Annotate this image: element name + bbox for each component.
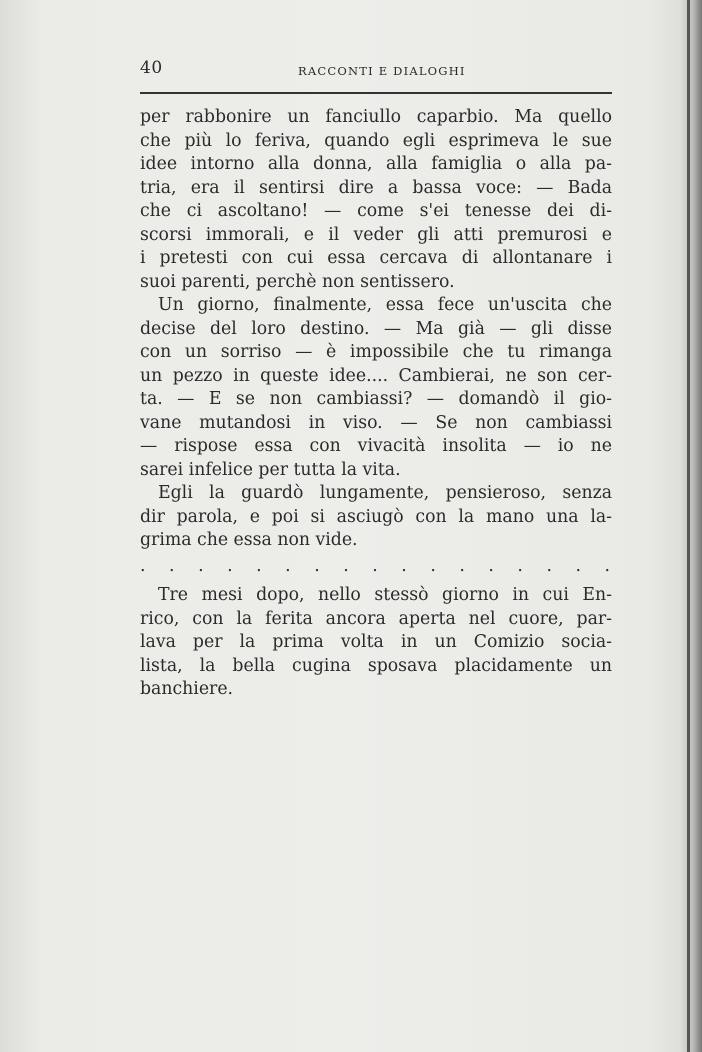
text-line: ta. — E se non cambiassi? — domandò il gio- [140,389,612,409]
text-line: vane mutandosi in viso. — Se non cambiassi [140,412,612,433]
text-line: un pezzo in queste idee.... Cambierai, ne son cer- [140,365,612,386]
text-line: scorsi immorali, e il veder gli atti premurosi e [140,224,612,245]
page-edge-shadow [680,0,702,1052]
text-line: Egli la guardò lungamente, pensieroso, senza [158,483,612,503]
text-line: rico, con la ferita ancora aperta nel cuore, par- [140,608,612,629]
section-separator: . . . . . . . . . . . . . . . . . [140,555,612,576]
body-text [140,106,612,702]
text-line: decise del loro destino. — Ma già — gli disse [140,318,612,339]
text-line: per rabbonire un fanciullo caparbio. Ma quello [140,107,612,127]
page-edge-line [687,0,690,1052]
paragraph-3 [140,482,612,553]
paragraph-1 [140,106,612,294]
text-line: grima che essa non vide. [140,530,358,550]
text-line: suoi parenti, perchè non sentissero. [140,271,455,292]
text-line: lista, la bella cugina sposava placidamente un [140,655,612,676]
running-title: RACCONTI E DIALOGHI [298,64,466,78]
text-line: lava per la prima volta in un Comizio socia- [140,632,612,652]
page-number: 40 [140,58,163,78]
text-line: Tre mesi dopo, nello stessò giorno in cui En- [158,585,612,605]
page-header [140,58,612,86]
text-line: idee intorno alla donna, alla famiglia o alla pa- [140,154,612,174]
header-rule [140,92,612,94]
text-line: con un sorriso — è impossibile che tu rimanga [140,342,612,362]
text-line: banchiere. [140,679,234,699]
paragraph-2 [140,294,612,482]
text-line: i pretesti con cui essa cercava di allontanare i [140,248,612,268]
text-line: sarei infelice per tutta la vita. [140,459,401,480]
text-line: tria, era il sentirsi dire a bassa voce: — Bada [140,177,612,198]
text-line: — rispose essa con vivacità insolita — io ne [140,436,612,456]
text-line: dir parola, e poi si asciugò con la mano una la- [140,506,612,527]
text-line: che ci ascoltano! — come s'ei tenesse dei di- [140,201,612,221]
text-line: che più lo feriva, quando egli esprimeva le sue [140,130,612,151]
paragraph-4 [140,584,612,702]
text-line: Un giorno, finalmente, essa fece un'uscita che [158,295,612,315]
